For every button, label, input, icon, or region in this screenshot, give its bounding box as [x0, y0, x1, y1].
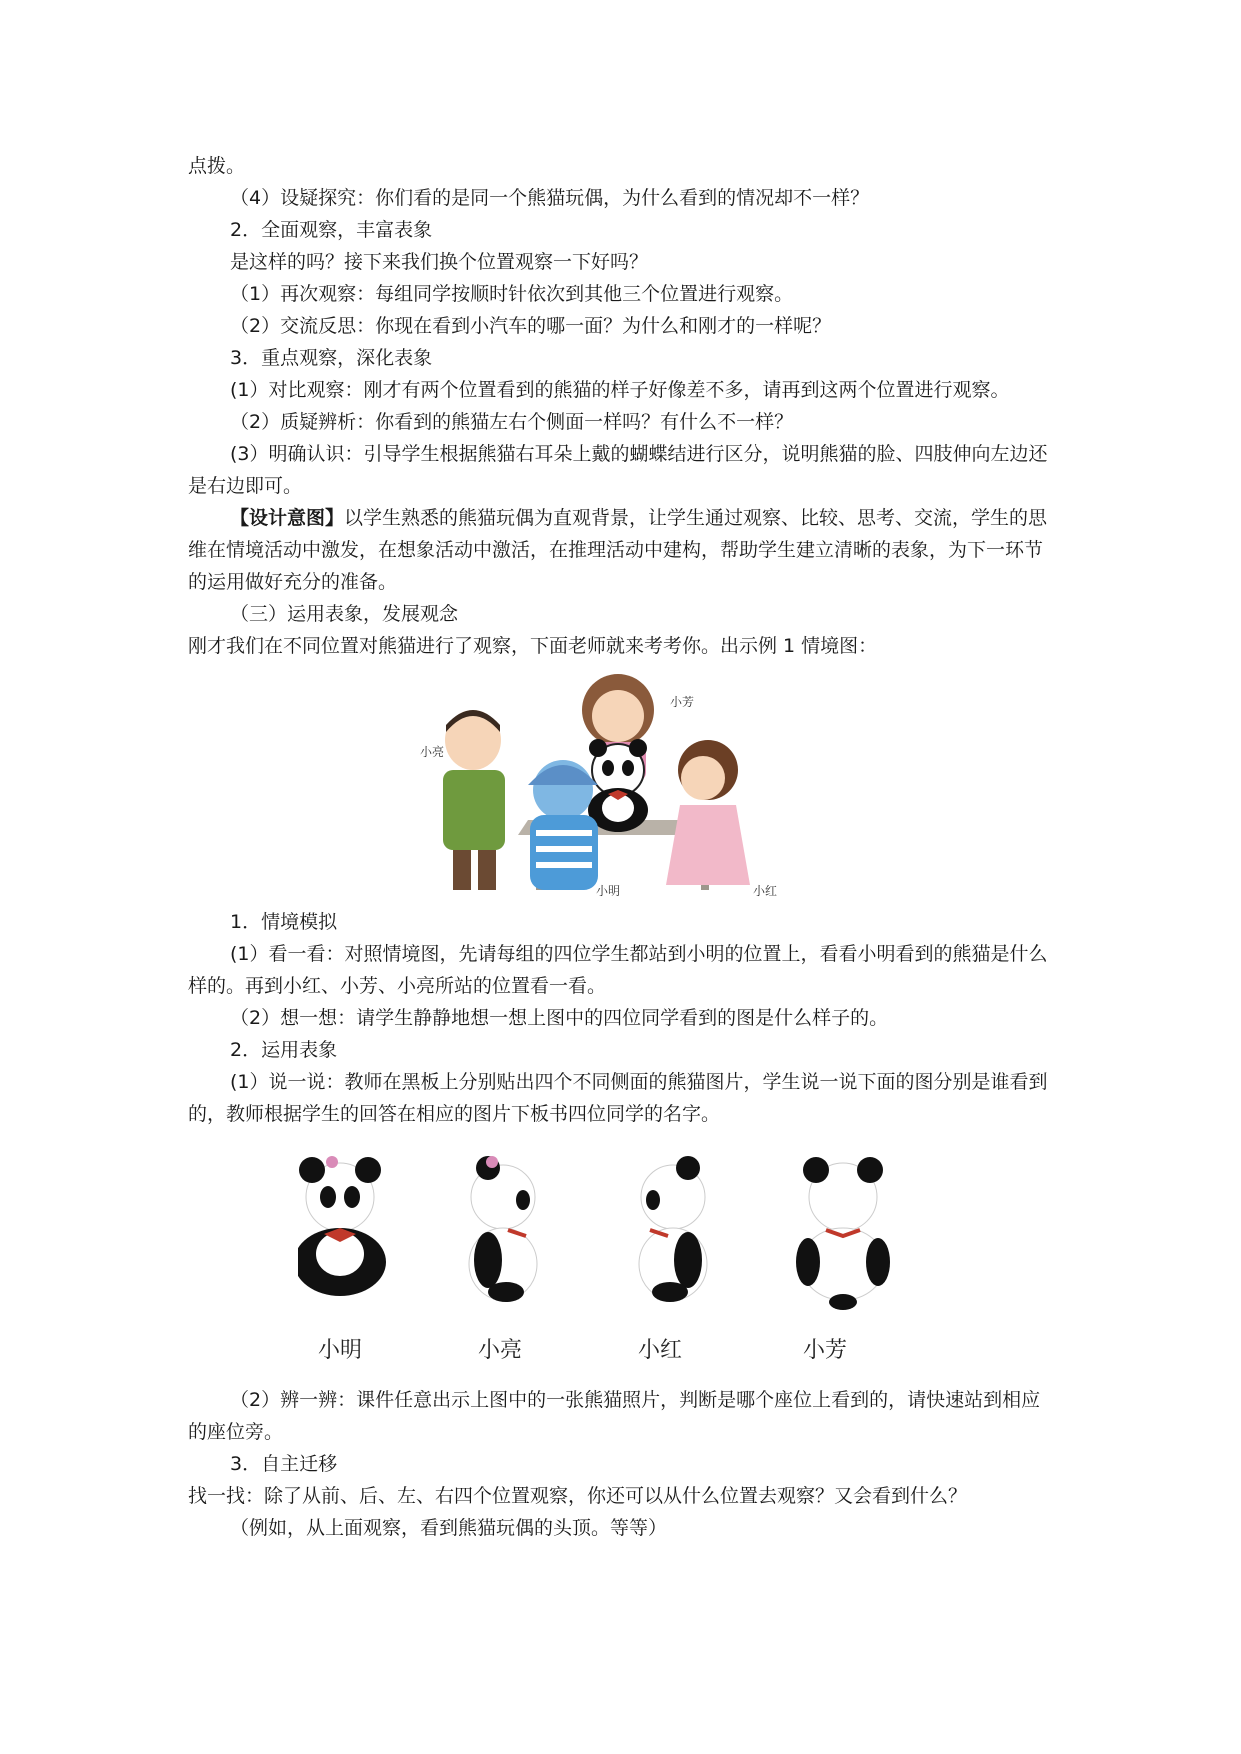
design-intent-tag: 【设计意图】 — [230, 507, 345, 529]
scene-label-xiaoliang: 小亮 — [420, 745, 445, 759]
paragraph: （2）质疑辨析：你看到的熊猫左右个侧面一样吗？有什么不一样？ — [230, 411, 794, 433]
section-heading: 3．重点观察，深化表象 — [230, 347, 433, 369]
paragraph: （例如，从上面观察，看到熊猫玩偶的头顶。等等） — [230, 1517, 668, 1539]
paragraph: (1）说一说：教师在黑板上分别贴出四个不同侧面的熊猫图片，学生说一说下面的图分别是谁看到的，教师根据学生的回答在相应的图片下板书四位同学的名字。 — [188, 1071, 1048, 1125]
boy-xiaoming-figure — [528, 760, 598, 890]
panda-back-icon — [796, 1157, 890, 1310]
paragraph: （4）设疑探究：你们看的是同一个熊猫玩偶，为什么看到的情况却不一样？ — [230, 187, 870, 209]
paragraph: (3）明确认识：引导学生根据熊猫右耳朵上戴的蝴蝶结进行区分，说明熊猫的脸、四肢伸向左边还是右边即可。 — [188, 443, 1048, 497]
paragraph: 找一找：除了从前、后、左、右四个位置观察，你还可以从什么位置去观察？又会看到什么？ — [188, 1485, 968, 1507]
section-heading: （三）运用表象，发展观念 — [230, 603, 459, 625]
panda-caption-xiaoming: 小明 — [318, 1338, 363, 1363]
paragraph: （2）交流反思：你现在看到小汽车的哪一面？为什么和刚才的一样呢？ — [230, 315, 832, 337]
panda-caption-xiaoliang: 小亮 — [478, 1338, 523, 1363]
panda-caption-xiaofang: 小芳 — [803, 1338, 848, 1363]
paragraph: （2）辨一辨：课件任意出示上图中的一张熊猫照片，判断是哪个座位上看到的，请快速站到相应的座位旁。 — [188, 1389, 1041, 1443]
scene-label-xiaoming: 小明 — [596, 884, 621, 898]
panda-toy-figure — [588, 739, 648, 832]
girl-xiaohong-figure — [666, 740, 750, 885]
paragraph: (1）看一看：对照情境图，先请每组的四位学生都站到小明的位置上，看看小明看到的熊猫是什么样的。再到小红、小芳、小亮所站的位置看一看。 — [188, 943, 1048, 997]
paragraph: （1）再次观察：每组同学按顺时针依次到其他三个位置进行观察。 — [230, 283, 794, 305]
scene-illustration — [188, 670, 1054, 898]
panda-caption-xiaohong: 小红 — [638, 1338, 683, 1363]
section-heading: 2．全面观察，丰富表象 — [230, 219, 433, 241]
boy-xiaoliang-figure — [443, 710, 505, 890]
document-body — [188, 150, 1054, 1544]
section-heading: 2．运用表象 — [230, 1039, 338, 1061]
paragraph: （2）想一想：请学生静静地想一想上图中的四位同学看到的图是什么样子的。 — [230, 1007, 889, 1029]
paragraph: 刚才我们在不同位置对熊猫进行了观察，下面老师就来考考你。出示例 1 情境图： — [188, 635, 878, 657]
panda-left-side-icon — [469, 1156, 537, 1302]
panda-front-icon — [298, 1156, 386, 1296]
scene-label-xiaofang: 小芳 — [670, 695, 695, 709]
paragraph: (1）对比观察：刚才有两个位置看到的熊猫的样子好像差不多，请再到这两个位置进行观察。 — [230, 379, 1010, 401]
design-intent-paragraph — [188, 502, 1054, 598]
panda-views-figure — [188, 1142, 1054, 1370]
section-heading: 1．情境模拟 — [230, 911, 338, 933]
paragraph: 是这样的吗？接下来我们换个位置观察一下好吗？ — [230, 251, 649, 273]
design-intent-text: 以学生熟悉的熊猫玩偶为直观背景，让学生通过观察、比较、思考、交流，学生的思维在情境活动中激发，在想象活动中激活，在推理活动中建构，帮助学生建立清晰的表象，为下一环节的运用做好充分的准备。 — [188, 507, 1048, 593]
panda-right-side-icon — [639, 1156, 707, 1302]
section-heading: 3．自主迁移 — [230, 1453, 338, 1475]
paragraph: 点拨。 — [188, 155, 246, 177]
scene-label-xiaohong: 小红 — [753, 884, 778, 898]
